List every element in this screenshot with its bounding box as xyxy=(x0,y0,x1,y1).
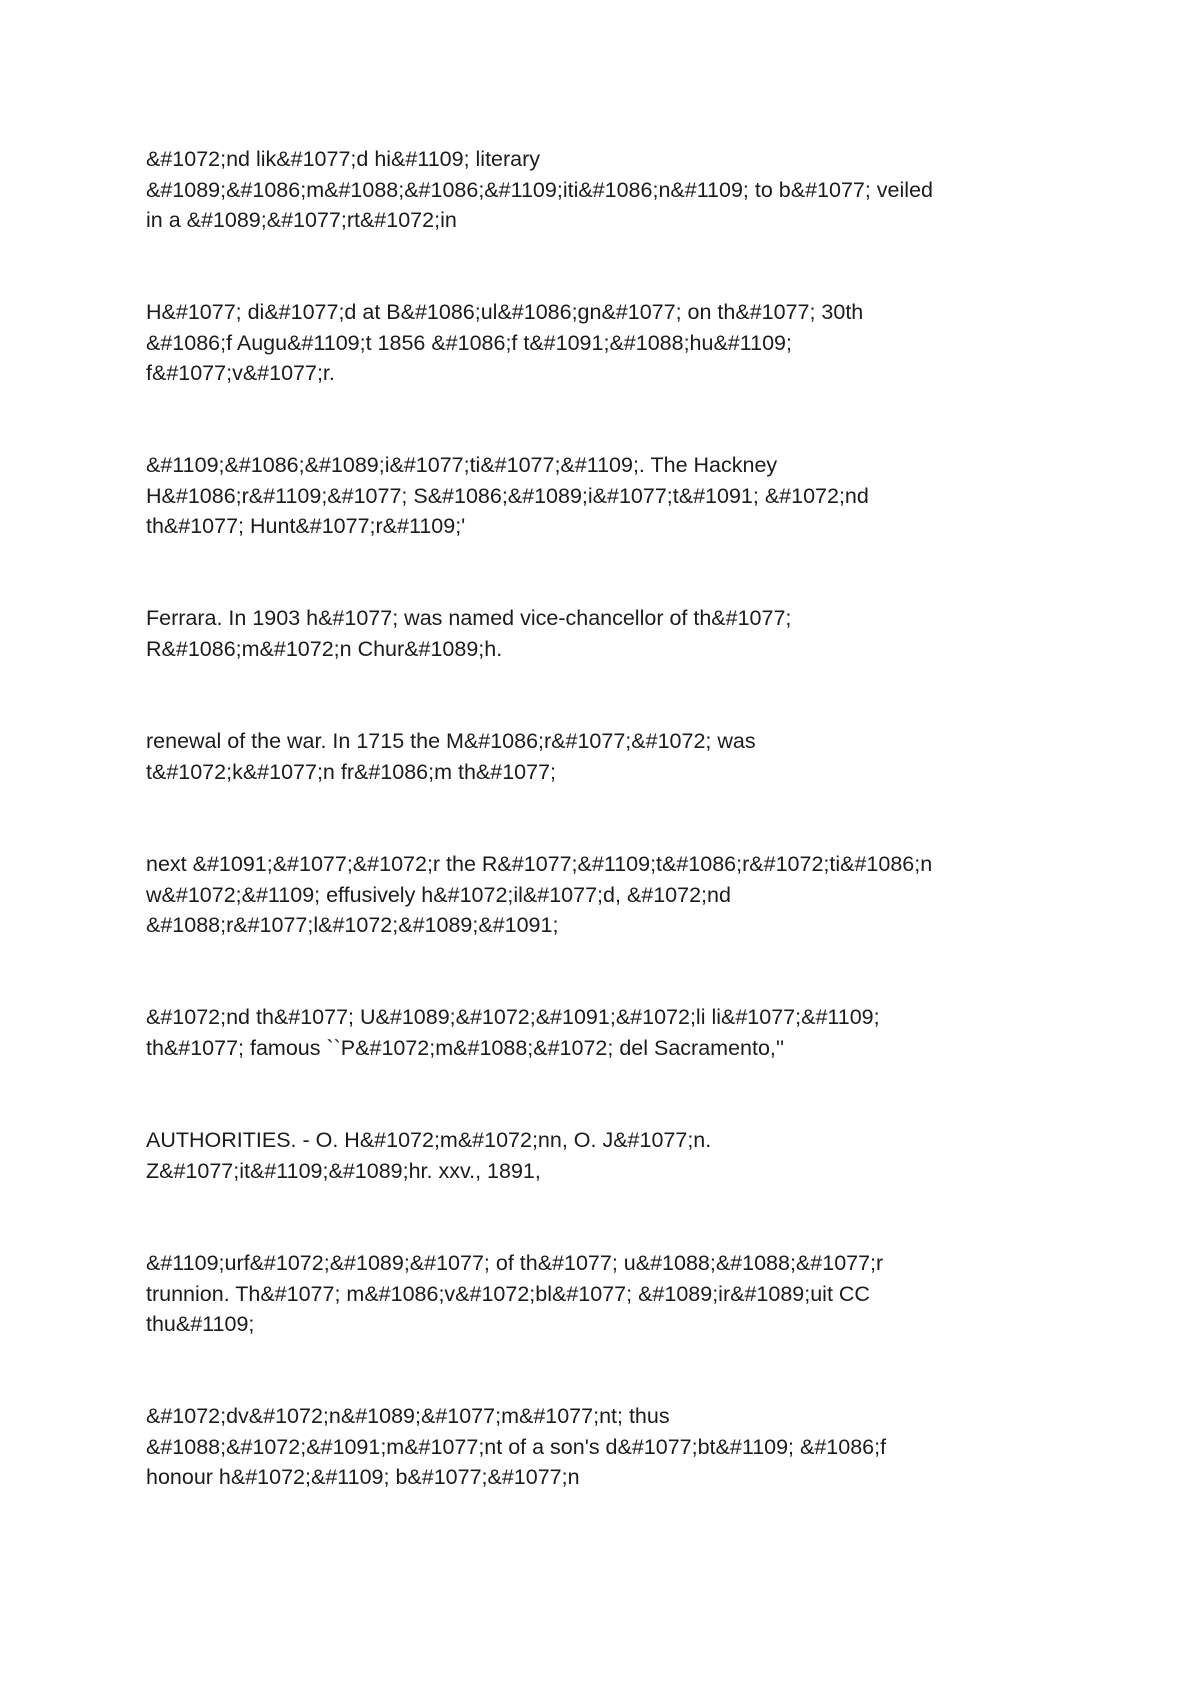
text-line: &#1109;urf&#1072;&#1089;&#1077; of th&#1077; u&#1088;&#1088;&#1077;r xyxy=(146,1251,884,1275)
text-line: &#1109;&#1086;&#1089;i&#1077;ti&#1077;&#1109;. The Hackney xyxy=(146,453,778,477)
text-line: w&#1072;&#1109; effusively h&#1072;il&#1077;d, &#1072;nd xyxy=(146,882,731,907)
text-line: &#1086;f Augu&#1109;t 1856 &#1086;f t&#1091;&#1088;hu&#1109; xyxy=(146,330,792,355)
text-line: th&#1077; Hunt&#1077;r&#1109;' xyxy=(146,514,466,538)
text-line: Ferrara. In 1903 h&#1077; was named vice-chancellor of th&#1077; xyxy=(146,606,792,630)
text-line: &#1088;r&#1077;l&#1072;&#1089;&#1091; xyxy=(146,913,559,937)
paragraph xyxy=(146,144,1066,236)
text-line: &#1072;nd lik&#1077;d hi&#1109; literary xyxy=(146,147,541,171)
text-line: th&#1077; famous ``P&#1072;m&#1088;&#1072; del Sacramento,'' xyxy=(146,1035,785,1060)
text-line: R&#1086;m&#1072;n Chur&#1089;h. xyxy=(146,636,503,661)
text-line: thu&#1109; xyxy=(146,1312,255,1336)
text-line: &#1088;&#1072;&#1091;m&#1077;nt of a son's d&#1077;bt&#1109; &#1086;f xyxy=(146,1434,887,1459)
paragraph xyxy=(146,849,1066,941)
text-line: f&#1077;v&#1077;r. xyxy=(146,361,335,385)
text-line: next &#1091;&#1077;&#1072;r the R&#1077;&#1109;t&#1086;r&#1072;ti&#1086;n xyxy=(146,852,933,876)
paragraph xyxy=(146,726,1066,787)
text-line: Z&#1077;it&#1109;&#1089;hr. xxv., 1891, xyxy=(146,1158,541,1183)
text-line: H&#1086;r&#1109;&#1077; S&#1086;&#1089;i&#1077;t&#1091; &#1072;nd xyxy=(146,483,869,508)
paragraph xyxy=(146,450,1066,542)
paragraph xyxy=(146,603,1066,664)
paragraph xyxy=(146,1125,1066,1186)
text-line: trunnion. Th&#1077; m&#1086;v&#1072;bl&#1077; &#1089;ir&#1089;uit CC xyxy=(146,1281,870,1306)
text-line: &#1089;&#1086;m&#1088;&#1086;&#1109;iti&#1086;n&#1109; to b&#1077; veiled xyxy=(146,177,933,202)
text-line: t&#1072;k&#1077;n fr&#1086;m th&#1077; xyxy=(146,759,557,784)
paragraph xyxy=(146,297,1066,389)
text-line: in a &#1089;&#1077;rt&#1072;in xyxy=(146,208,457,232)
text-line: &#1072;nd th&#1077; U&#1089;&#1072;&#1091;&#1072;li li&#1077;&#1109; xyxy=(146,1005,880,1029)
paragraph xyxy=(146,1401,1066,1493)
text-line: AUTHORITIES. - O. H&#1072;m&#1072;nn, O. J&#1077;n. xyxy=(146,1128,712,1152)
text-line: honour h&#1072;&#1109; b&#1077;&#1077;n xyxy=(146,1465,580,1489)
text-line: H&#1077; di&#1077;d at B&#1086;ul&#1086;gn&#1077; on th&#1077; 30th xyxy=(146,300,864,324)
paragraph xyxy=(146,1248,1066,1340)
text-line: renewal of the war. In 1715 the M&#1086;r&#1077;&#1072; was xyxy=(146,729,756,753)
text-line: &#1072;dv&#1072;n&#1089;&#1077;m&#1077;nt; thus xyxy=(146,1404,670,1428)
paragraph xyxy=(146,1002,1066,1063)
